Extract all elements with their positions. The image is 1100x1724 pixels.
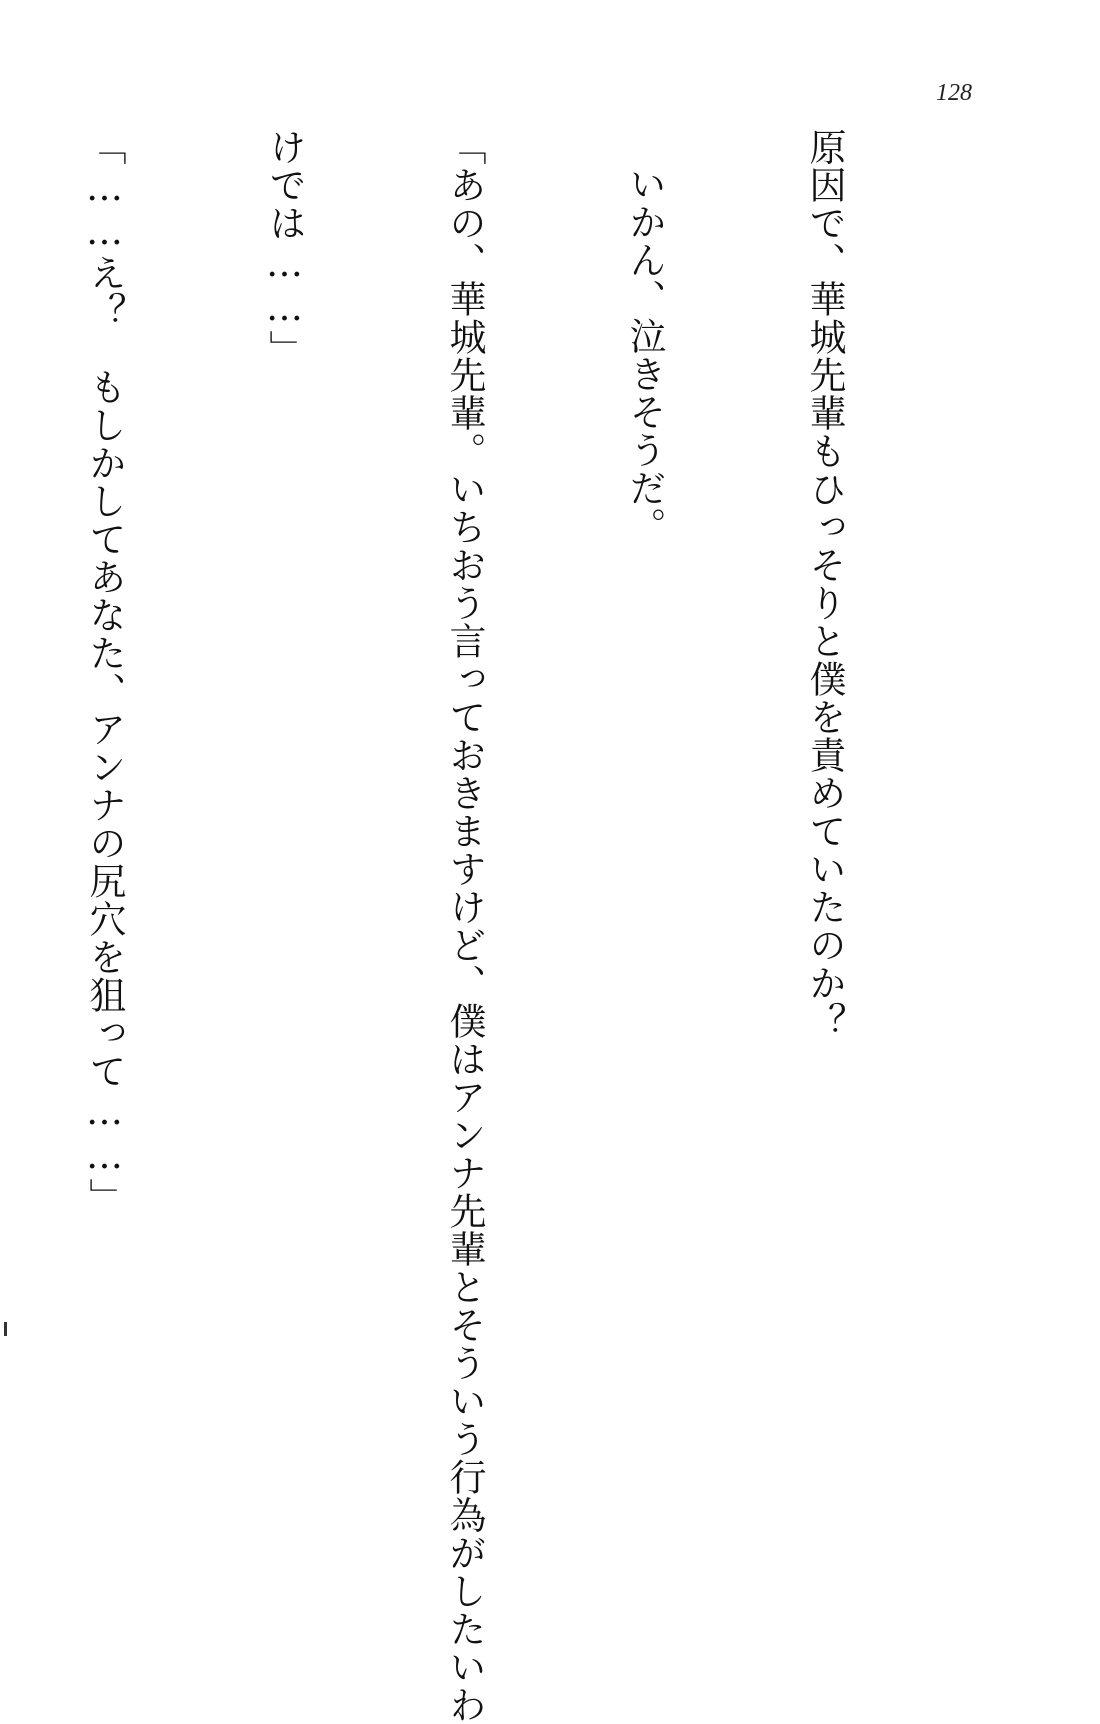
page-edge-mark	[4, 1322, 7, 1336]
vertical-text-body	[0, 128, 974, 1724]
page-number: 128	[936, 80, 972, 106]
text-line: けでは……」	[263, 128, 306, 368]
text-line: 「あの、華城先輩。いちおう言っておきますけど、僕はアンナ先輩とそういう行為がしたいわ	[443, 128, 486, 1724]
text-line: 「……え？ もしかしてあなた、アンナの尻穴を狙って……」	[83, 128, 126, 1216]
text-line: いかん、泣きそうだ。	[623, 165, 666, 545]
text-line: 原因で、華城先輩もひっそりと僕を責めていたのか？	[803, 128, 846, 1040]
